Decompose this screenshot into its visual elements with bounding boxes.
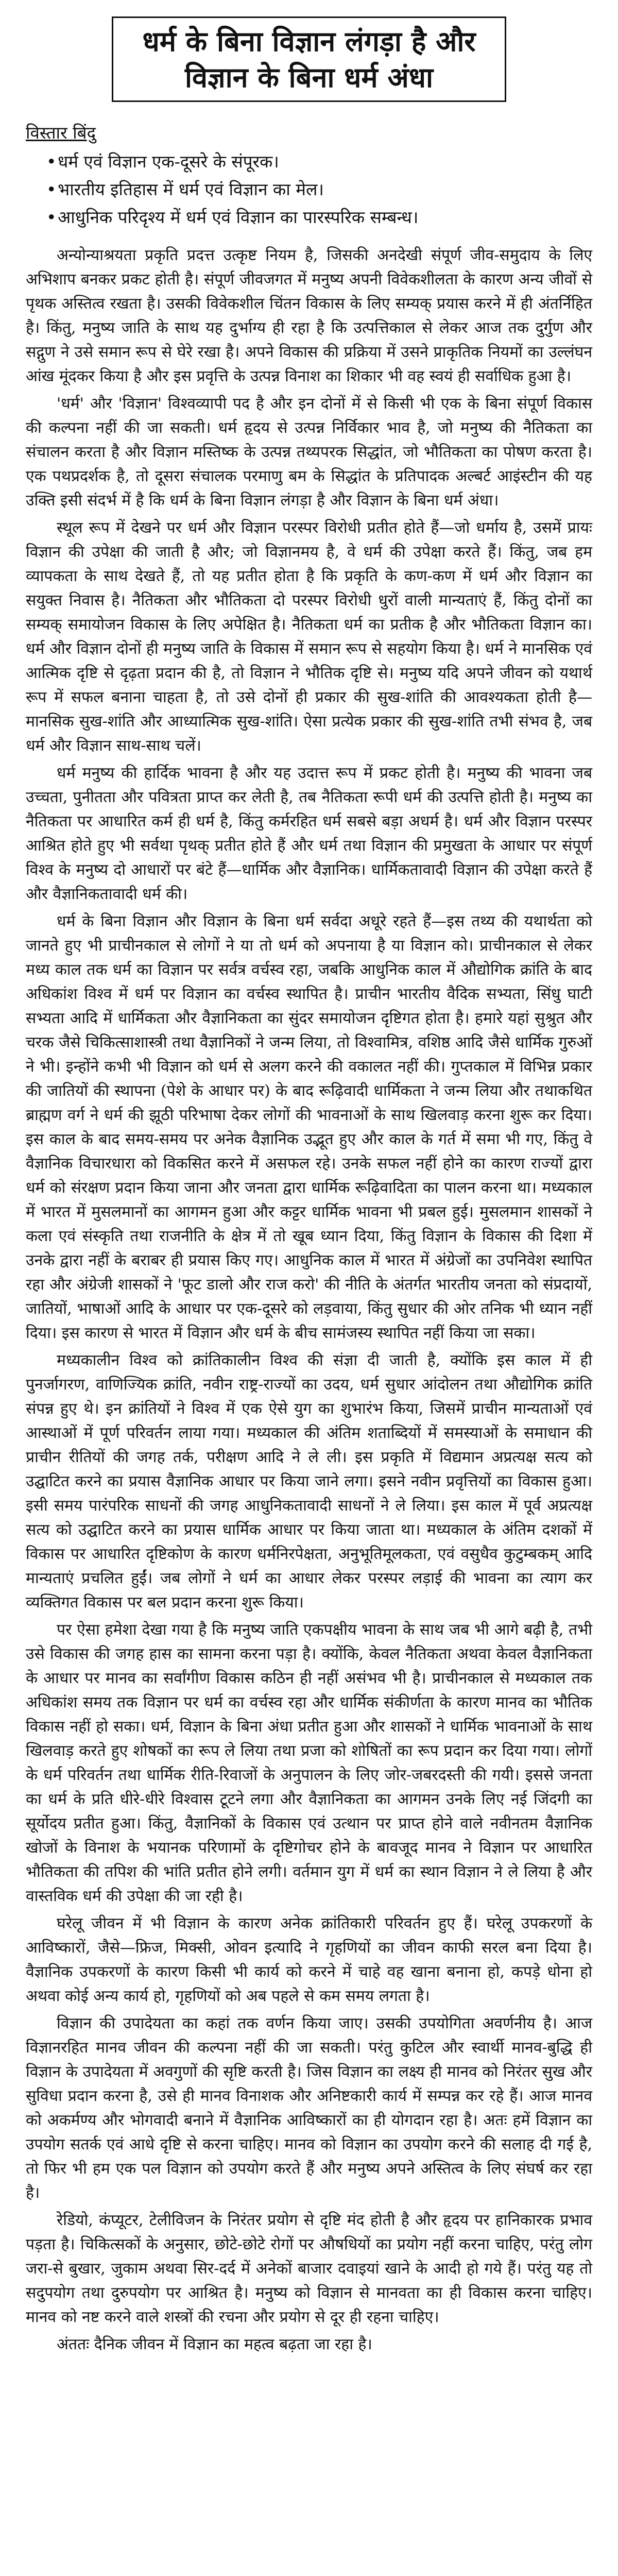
essay-paragraph: विज्ञान की उपादेयता का कहां तक वर्णन किया जाए। उसकी उपयोगिता अवर्णनीय है। आज विज्ञानरहित मानव जीवन की कल्पना नहीं की जा सकती। परंतु कुटिल और स्वार्थी मानव-बुद्धि ही विज्ञान के उपादेयता में अवगुणों की सृष्टि करती है। जिस विज्ञान का लक्ष्य ही मानव को निरंतर सुख और सुविधा प्रदान करना है, उसे ही मानव विनाशक और अनिष्टकारी कार्य में सम्पन्न कर रहे हैं। आज मानव को अकर्मण्य और भोगवादी बनाने में वैज्ञानिक आविष्कारों का ही योगदान रहा है। अतः हमें विज्ञान का उपयोग सतर्क एवं आधे दृष्टि से करना चाहिए। मानव को विज्ञान का उपयोग करने की सलाह दी गई है, तो फिर भी हम एक पल विज्ञान को उपयोग करते हैं और मनुष्य अपने अस्तित्व के लिए संघर्ष कर रहा है।	[26, 2014, 592, 2202]
outline-section	[26, 122, 592, 229]
outline-item: • आधुनिक परिदृश्य में धर्म एवं विज्ञान का पारस्परिक सम्बन्ध।	[46, 206, 592, 229]
essay-paragraph: धर्म मनुष्य की हार्दिक भावना है और यह उदात्त रूप में प्रकट होती है। मनुष्य की भावना जब उच्चता, पुनीतता और पवित्रता प्राप्त कर लेती है, तब नैतिकता रूपी धर्म की उत्पत्ति होती है। मनुष्य का नैतिकता पर आधारित कर्म ही धर्म है, किंतु कर्मरहित धर्म सबसे बड़ा अधर्म है। धर्म और विज्ञान परस्पर आश्रित होते हुए भी सर्वथा पृथक् प्रतीत होते हैं और धर्म तथा विज्ञान की प्रमुखता के आधार पर संपूर्ण विश्व के मनुष्य दो आधारों पर बंटे हैं—धार्मिक और वैज्ञानिक। धार्मिकतावादी विज्ञान की उपेक्षा करते हैं और वैज्ञानिकतावादी धर्म की।	[26, 764, 592, 903]
essay-paragraph: स्थूल रूप में देखने पर धर्म और विज्ञान परस्पर विरोधी प्रतीत होते हैं—जो धर्माय है, उसमें प्रायः विज्ञान की उपेक्षा की जाती है और; जो विज्ञानमय है, वे धर्म की उपेक्षा करते हैं। किंतु, जब हम व्यापकता के साथ देखते हैं, तो यह प्रतीत होता है कि प्रकृति के कण-कण में धर्म और विज्ञान का सयुक्त निवास है। नैतिकता और भौतिकता दो परस्पर विरोधी धुरों वाली मान्यताएं हैं, किंतु दोनों का सम्यक् समायोजन विकास के लिए अपेक्षित है। नैतिकता धर्म का प्रतीक है और भौतिकता विज्ञान का। धर्म और विज्ञान दोनों ही मनुष्य जाति के विकास में समान रूप से सहयोग किया है। धर्म ने मानसिक एवं आत्मिक दृष्टि से दृढ़ता प्रदान की है, तो विज्ञान ने भौतिक दृष्टि से। मनुष्य यदि अपने जीवन को यथार्थ रूप में सफल बनाना चाहता है, तो उसे दोनों ही प्रकार की सुख-शांति की आवश्यकता होती है—मानसिक सुख-शांति और आध्यात्मिक सुख-शांति। ऐसा प्रत्येक प्रकार की सुख-शांति तभी संभव है, जब धर्म और विज्ञान साथ-साथ चलें।	[26, 519, 592, 755]
essay-paragraph: 'धर्म' और 'विज्ञान' विश्वव्यापी पद है और इन दोनों में से किसी भी एक के बिना संपूर्ण विकास की कल्पना नहीं की जा सकती। धर्म हृदय से उत्पन्न निर्विकार भाव है, जो मनुष्य की नैतिकता का संचालन करता है और विज्ञान मस्तिष्क के उत्पन्न तथ्यपरक सिद्धांत, जो भौतिकता का पोषण करता है। एक पथप्रदर्शक है, तो दूसरा संचालक परमाणु बम के सिद्धांत के प्रतिपादक अल्बर्ट आइंस्टीन की यह उक्ति इसी संदर्भ में है कि धर्म के बिना विज्ञान लंगड़ा है और विज्ञान के बिना धर्म अंधा।	[26, 395, 592, 510]
essay-title-box	[112, 16, 506, 102]
essay-body	[26, 243, 592, 2357]
essay-paragraph: अंततः दैनिक जीवन में विज्ञान का महत्व बढ़ता जा रहा है।	[57, 2335, 372, 2353]
title-area	[26, 0, 592, 102]
outline-item: • धर्म एवं विज्ञान एक-दूसरे के संपूरक।	[46, 150, 592, 173]
essay-paragraph: धर्म के बिना विज्ञान और विज्ञान के बिना धर्म सर्वदा अधूरे रहते हैं—इस तथ्य की यथार्थता को जानते हुए भी प्राचीनकाल से लोगों ने या तो धर्म को अपनाया है या विज्ञान को। प्राचीनकाल से लेकर मध्य काल तक धर्म का विज्ञान पर सर्वत्र वर्चस्व रहा, जबकि आधुनिक काल में औद्योगिक क्रांति के बाद अधिकांश विश्व में धर्म पर विज्ञान का वर्चस्व स्थापित है। प्राचीन भारतीय वैदिक सभ्यता, सिंधु घाटी सभ्यता आदि में धार्मिकता और वैज्ञानिकता का सुंदर समायोजन दृष्टिगत होता है। हमारे यहां सुश्रुत और चरक जैसे चिकित्साशास्त्री तथा वैज्ञानिकों ने जन्म लिया, तो विश्वामित्र, वशिष्ठ आदि जैसे धार्मिक गुरुओं ने भी। इन्होंने कभी भी विज्ञान को धर्म से अलग करने की वकालत नहीं की। गुप्तकाल में विभिन्न प्रकार की जातियों की स्थापना (पेशे के आधार पर) के बाद रूढ़िवादी धार्मिकता ने जन्म लिया और तथाकथित ब्राह्मण वर्ग ने धर्म की झूठी परिभाषा देकर लोगों की भावनाओं के साथ खिलवाड़ करना शुरू कर दिया। इस काल के बाद समय-समय पर अनेक वैज्ञानिक उद्भूत हुए और काल के गर्त में समा भी गए, किंतु वे वैज्ञानिक विचारधारा को विकसित करने में असफल रहे। उनके सफल नहीं होने का कारण राज्यों द्वारा धर्म को संरक्षण प्रदान किया जाना और जनता द्वारा धार्मिक रूढ़िवादिता का पालन करना था। मध्यकाल में भारत में मुसलमानों का आगमन हुआ और कट्टर धार्मिक भावना भी प्रबल हुई। मुसलमान शासकों ने कला एवं संस्कृति तथा राजनीति के क्षेत्र में तो खूब ध्यान दिया, किंतु विज्ञान के विकास की दिशा में उनके द्वारा नहीं के बराबर ही प्रयास किए गए। आधुनिक काल में भारत में अंग्रेजों का उपनिवेश स्थापित रहा और अंग्रेजी शासकों ने 'फूट डालो और राज करो' की नीति के अंतर्गत भारतीय जनता को संप्रदायों, जातियों, भाषाओं आदि के आधार पर एक-दूसरे को लड़वाया, किंतु सुधार की ओर तनिक भी ध्यान नहीं दिया। इस कारण से भारत में विज्ञान और धर्म के बीच सामंजस्य स्थापित नहीं किया जा सका।	[26, 912, 592, 1342]
essay-title-line-1: धर्म के बिना विज्ञान लंगड़ा है और	[142, 25, 476, 58]
outline-item: • भारतीय इतिहास में धर्म एवं विज्ञान का मेल।	[46, 178, 592, 201]
outline-list	[26, 150, 592, 229]
essay-paragraph: रेडियो, कंप्यूटर, टेलीविजन के निरंतर प्रयोग से दृष्टि मंद होती है और हृदय पर हानिकारक प्रभाव पड़ता है। चिकित्सकों के अनुसार, छोटे-छोटे रोगों पर औषधियों का प्रयोग नहीं करना चाहिए, परंतु लोग जरा-से बुखार, जुकाम अथवा सिर-दर्द में अनेकों बाजार दवाइयां खाने के आदी हो गये हैं। परंतु यह तो सदुपयोग तथा दुरुपयोग पर आश्रित है। मनुष्य को विज्ञान से मानवता का ही विकास करना चाहिए। मानव को नष्ट करने वाले शस्त्रों की रचना और प्रयोग से दूर ही रहना चाहिए।	[26, 2211, 592, 2326]
essay-paragraph: अन्योन्याश्रयता प्रकृति प्रदत्त उत्कृष्ट नियम है, जिसकी अनदेखी संपूर्ण जीव-समुदाय के लिए अभिशाप बनकर प्रकट होती है। संपूर्ण जीवजगत में मनुष्य अपनी विवेकशीलता के कारण अन्य जीवों से पृथक अस्तित्व रखता है। उसकी विवेकशील चिंतन विकास के लिए सम्यक् प्रयास करने में ही अंतर्निहित है। किंतु, मनुष्य जाति के साथ यह दुर्भाग्य ही रहा है कि उत्पत्तिकाल से लेकर आज तक दुर्गुण और सद्गुण ने उसे समान रूप से घेरे रखा है। अपने विकास की प्रक्रिया में उसने प्राकृतिक नियमों का उल्लंघन आंख मूंदकर किया है और इस प्रवृत्ति के उत्पन्न विनाश का शिकार भी वह स्वयं ही सर्वाधिक हुआ है।	[26, 246, 592, 385]
essay-title-line-2: विज्ञान के बिना धर्म अंधा	[185, 61, 433, 94]
essay-paragraph: घरेलू जीवन में भी विज्ञान के कारण अनेक क्रांतिकारी परिवर्तन हुए हैं। घरेलू उपकरणों के आविष्कारों, जैसे—फ्रिज, मिक्सी, ओवन इत्यादि ने गृहणियों का जीवन काफी सरल बना दिया है। वैज्ञानिक उपकरणों के कारण किसी भी कार्य को करने में चाहे वह खाना बनाना हो, कपड़े धोना हो अथवा कोई अन्य कार्य हो, गृहणियों को अब पहले से कम समय लगता है।	[26, 1914, 592, 2005]
essay-paragraph: पर ऐसा हमेशा देखा गया है कि मनुष्य जाति एकपक्षीय भावना के साथ जब भी आगे बढ़ी है, तभी उसे विकास की जगह हास का सामना करना पड़ा है। क्योंकि, केवल नैतिकता अथवा केवल वैज्ञानिकता के आधार पर मानव का सर्वांगीण विकास कठिन ही नहीं असंभव भी है। प्राचीनकाल से मध्यकाल तक अधिकांश समय तक विज्ञान पर धर्म का वर्चस्व रहा और धार्मिक संकीर्णता के कारण मानव का भौतिक विकास नहीं हो सका। धर्म, विज्ञान के बिना अंधा प्रतीत हुआ और शासकों ने धार्मिक भावनाओं के साथ खिलवाड़ करते हुए शोषकों का रूप ले लिया तथा प्रजा को शोषितों का रूप प्रदान कर दिया गया। लोगों के धर्म परिवर्तन तथा धार्मिक रीति-रिवाजों के अनुपालन के लिए जोर-जबरदस्ती की गयी। इससे जनता का धर्म के प्रति धीरे-धीरे विश्वास टूटने लगा और वैज्ञानिकता का आगमन उनके लिए नई जिंदगी का सूर्योदय प्रतीत हुआ। किंतु, वैज्ञानिकों के विकास एवं उत्थान पर प्राप्त होने वाले नवीनतम वैज्ञानिक खोजों के विनाश के भयानक परिणामों के दृष्टिगोचर होने के बावजूद मानव ने विज्ञान पर आधारित भौतिकता की तपिश की भांति प्रतीत होने लगी। वर्तमान युग में धर्म का स्थान विज्ञान ने ले लिया है और वास्तविक धर्म की उपेक्षा की जा रही है।	[26, 1621, 592, 1905]
essay-paragraph: मध्यकालीन विश्व को क्रांतिकालीन विश्व की संज्ञा दी जाती है, क्योंकि इस काल में ही पुनर्जागरण, वाणिज्यिक क्रांति, नवीन राष्ट्र-राज्यों का उदय, धर्म सुधार आंदोलन तथा औद्योगिक क्रांति संपन्न हुए थे। इन क्रांतियों ने विश्व में एक ऐसे युग का शुभारंभ किया, जिसमें प्राचीन मान्यताओं एवं आस्थाओं में पूर्ण परिवर्तन लाया गया। मध्यकाल की अंतिम शताब्दियों में समस्याओं के समाधान की प्राचीन रीतियों की जगह तर्क, परीक्षण आदि ने ले ली। इस प्रकृति में विद्यमान अप्रत्यक्ष सत्य को उद्घाटित करने का प्रयास वैज्ञानिक आधार पर किया जाने लगा। इसने नवीन प्रवृत्तियों का विकास हुआ। इसी समय पारंपरिक साधनों की जगह आधुनिकतावादी साधनों ने ले लिया। इस काल में पूर्व अप्रत्यक्ष सत्य को उद्घाटित करने का प्रयास धार्मिक आधार पर किया जाता था। मध्यकाल के अंतिम दशकों में विकास पर आधारित दृष्टिकोण के कारण धर्मनिरपेक्षता, अनुभूतिमूलकता, एवं वसुधैव कुटुम्बकम् आदि मान्यताएं प्रचलित हुईं। जब लोगों ने धर्म का आधार लेकर परस्पर लड़ाई की भावना का त्याग कर व्यक्तिगत विकास पर बल प्रदान करना शुरू किया।	[26, 1351, 592, 1612]
outline-heading: विस्तार बिंदु	[26, 123, 96, 143]
